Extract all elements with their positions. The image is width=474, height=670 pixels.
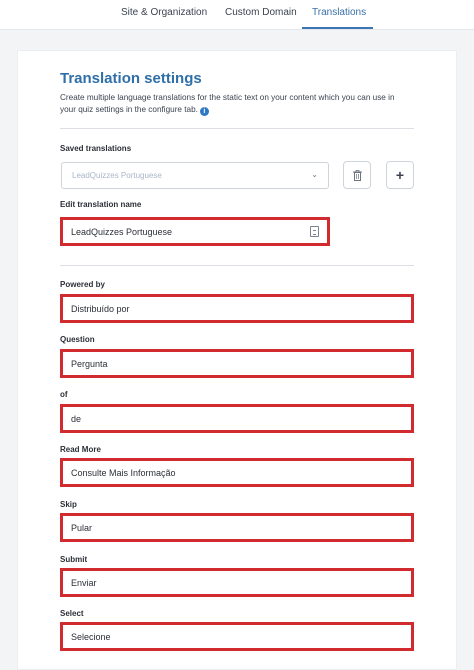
saved-translations-value: LeadQuizzes Portuguese: [72, 171, 162, 180]
submit-label: Submit: [60, 555, 88, 564]
powered-by-value: Distribuído por: [71, 304, 130, 314]
saved-translations-label: Saved translations: [60, 144, 132, 153]
info-icon[interactable]: i: [200, 107, 209, 116]
tab-translations[interactable]: Translations: [312, 7, 367, 18]
question-value: Pergunta: [71, 359, 108, 369]
chevron-down-icon: ⌄: [311, 170, 318, 179]
delete-translation-button[interactable]: [343, 161, 371, 189]
skip-value: Pular: [71, 523, 93, 533]
page-title: Translation settings: [60, 70, 202, 87]
edit-translation-name-label: Edit translation name: [60, 200, 142, 209]
tab-custom-domain[interactable]: Custom Domain: [225, 7, 297, 18]
tab-site-organization[interactable]: Site & Organization: [121, 7, 208, 18]
divider: [60, 265, 414, 266]
question-input[interactable]: [60, 349, 414, 378]
translation-name-input[interactable]: [60, 217, 330, 246]
select-label: Select: [60, 609, 84, 618]
select-value: Selecione: [71, 632, 111, 642]
saved-translations-select[interactable]: [61, 162, 329, 189]
skip-label: Skip: [60, 500, 77, 509]
question-label: Question: [60, 335, 95, 344]
of-value: de: [71, 414, 82, 424]
read-more-input[interactable]: [60, 458, 414, 487]
divider: [60, 128, 414, 129]
submit-input[interactable]: [60, 568, 414, 597]
of-label: of: [60, 390, 68, 399]
submit-value: Enviar: [71, 578, 97, 588]
translation-name-value: LeadQuizzes Portuguese: [71, 227, 173, 237]
powered-by-label: Powered by: [60, 280, 105, 289]
skip-input[interactable]: [60, 513, 414, 542]
add-translation-button[interactable]: [386, 161, 414, 189]
description-text: Create multiple language translations for the static text on your content which you can use in your quiz settings in the configure tab.: [60, 93, 395, 114]
read-more-value: Consulte Mais Informação: [71, 468, 176, 478]
powered-by-input[interactable]: [60, 294, 414, 323]
trash-icon: [353, 170, 362, 181]
plus-icon: +: [395, 167, 405, 183]
page-description: [60, 92, 410, 116]
select-input[interactable]: [60, 622, 414, 651]
of-input[interactable]: [60, 404, 414, 433]
copy-icon[interactable]: [310, 226, 319, 237]
top-navigation: [0, 0, 474, 30]
active-tab-indicator: [302, 27, 373, 29]
read-more-label: Read More: [60, 445, 101, 454]
